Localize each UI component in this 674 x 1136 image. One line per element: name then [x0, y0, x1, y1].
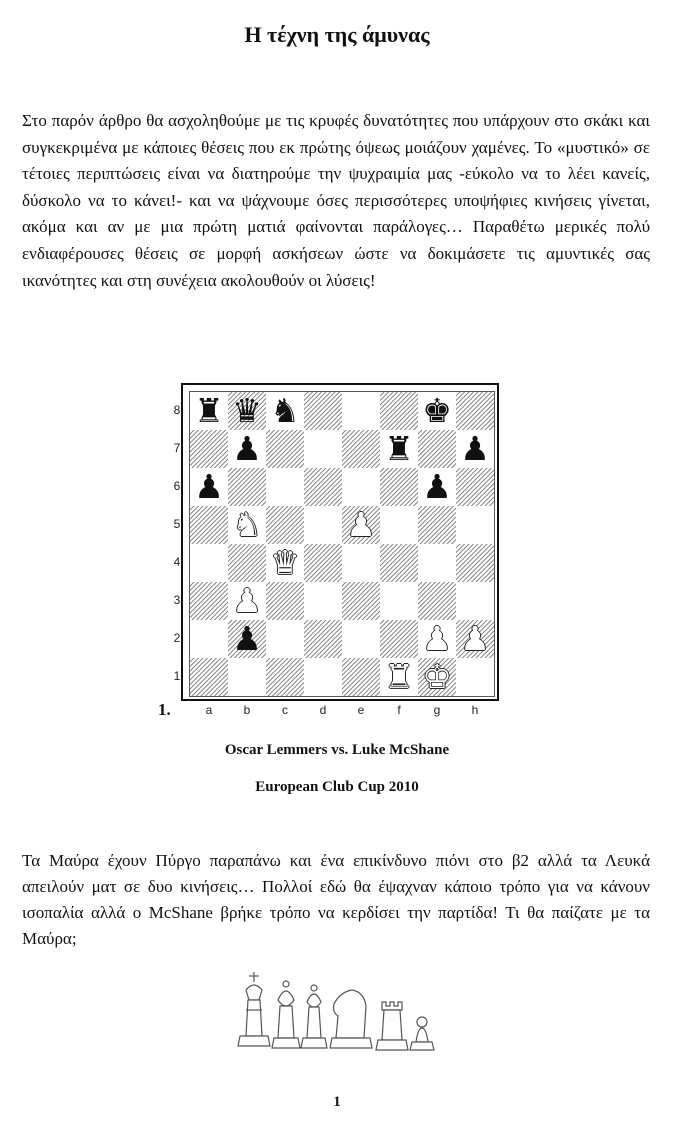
square-d7	[304, 430, 342, 468]
square-g3	[418, 582, 456, 620]
white-pawn-icon: ♟	[460, 619, 490, 658]
game-event: European Club Cup 2010	[255, 779, 419, 795]
rank-label: 2	[173, 631, 181, 645]
white-pawn-icon: ♟	[232, 581, 262, 620]
square-d6	[304, 468, 342, 506]
black-knight-icon: ♞	[270, 391, 300, 430]
white-knight-icon: ♞	[232, 505, 262, 544]
pawn-figure-icon	[410, 1017, 434, 1050]
square-e4	[342, 544, 380, 582]
square-a1	[190, 658, 228, 696]
square-a8	[190, 392, 228, 430]
square-f3	[380, 582, 418, 620]
king-figure-icon	[238, 972, 270, 1046]
rank-label: 5	[173, 517, 181, 531]
square-h6	[456, 468, 494, 506]
square-d4	[304, 544, 342, 582]
file-label: e	[357, 703, 365, 717]
square-h8	[456, 392, 494, 430]
square-c2	[266, 620, 304, 658]
square-b5	[228, 506, 266, 544]
page-number: 1	[333, 1094, 341, 1110]
diagram-number: 1.	[158, 700, 171, 719]
black-pawn-icon: ♟	[232, 429, 262, 468]
square-b8	[228, 392, 266, 430]
square-d5	[304, 506, 342, 544]
square-a5	[190, 506, 228, 544]
square-e7	[342, 430, 380, 468]
square-f1	[380, 658, 418, 696]
square-a6	[190, 468, 228, 506]
square-e3	[342, 582, 380, 620]
square-h2	[456, 620, 494, 658]
square-c3	[266, 582, 304, 620]
file-label: h	[471, 703, 479, 717]
square-b4	[228, 544, 266, 582]
square-d2	[304, 620, 342, 658]
square-a2	[190, 620, 228, 658]
rank-label: 8	[173, 403, 181, 417]
square-c6	[266, 468, 304, 506]
black-pawn-icon: ♟	[194, 467, 224, 506]
square-f7	[380, 430, 418, 468]
black-queen-icon: ♛	[232, 391, 262, 430]
square-f2	[380, 620, 418, 658]
white-king-icon: ♚	[422, 657, 452, 696]
square-f6	[380, 468, 418, 506]
square-h5	[456, 506, 494, 544]
question-paragraph: Τα Μαύρα έχουν Πύργο παραπάνω και ένα επικίνδυνο πιόνι στο β2 αλλά τα Λευκά απειλούν ματ σε δυο κινήσεις… Πολλοί εδώ θα έψαχναν κάποιο τρόπο για να κάνουν ισοπαλία αλλά ο McShane βρήκε τρόπο να κερδίσει την παρτίδα! Τι θα παίζατε με τα Μαύρα;	[22, 851, 650, 948]
square-f4	[380, 544, 418, 582]
square-a4	[190, 544, 228, 582]
square-e5	[342, 506, 380, 544]
square-g7	[418, 430, 456, 468]
square-e8	[342, 392, 380, 430]
square-a7	[190, 430, 228, 468]
bishop-figure-icon	[301, 985, 327, 1048]
file-label: b	[243, 703, 251, 717]
square-b6	[228, 468, 266, 506]
black-rook-icon: ♜	[384, 429, 414, 468]
square-e2	[342, 620, 380, 658]
square-c1	[266, 658, 304, 696]
black-pawn-icon: ♟	[460, 429, 490, 468]
intro-paragraph: Στο παρόν άρθρο θα ασχοληθούμε με τις κρυφές δυνατότητες που υπάρχουν στο σκάκι και συγκεκριμένα με κάποιες θέσεις που εκ πρώτης όψεως μοιάζουν χαμένες. Το «μυστικό» σε τέτοιες περιπτώσεις είναι να διατηρούμε την ψυχραιμία μας -εύκολο να το λέει κανείς, δύσκολο να το κάνει!- και να ψάχνουμε όσες περισσότερες υποψήφιες κινήσεις γίνεται, ακόμα και αν με μια πρώτη ματιά φαίνονται παράλογες… Παραθέτω μερικές πολύ ενδιαφέρουσες θέσεις σε μορφή ασκήσεων ώστε να δοκιμάσετε τις αμυντικές σας ικανότητες και στη συνέχεια ακολουθούν οι λύσεις!	[22, 111, 650, 290]
rank-label: 7	[173, 441, 181, 455]
black-pawn-icon: ♟	[422, 467, 452, 506]
square-b1	[228, 658, 266, 696]
chess-diagram	[181, 383, 499, 701]
white-pawn-icon: ♟	[422, 619, 452, 658]
square-b2	[228, 620, 266, 658]
square-g1	[418, 658, 456, 696]
square-h4	[456, 544, 494, 582]
rank-label: 4	[173, 555, 181, 569]
rank-label: 1	[173, 669, 181, 683]
square-g4	[418, 544, 456, 582]
square-f5	[380, 506, 418, 544]
square-g5	[418, 506, 456, 544]
chess-board	[189, 391, 495, 697]
rank-label: 3	[173, 593, 181, 607]
bishop-figure-icon	[272, 981, 300, 1048]
square-c4	[266, 544, 304, 582]
page-title: Η τέχνη της άμυνας	[244, 22, 430, 47]
square-h1	[456, 658, 494, 696]
file-label: d	[319, 703, 327, 717]
white-queen-icon: ♛	[270, 543, 300, 582]
square-c8	[266, 392, 304, 430]
white-pawn-icon: ♟	[346, 505, 376, 544]
square-g8	[418, 392, 456, 430]
square-d3	[304, 582, 342, 620]
black-pawn-icon: ♟	[232, 619, 262, 658]
square-d8	[304, 392, 342, 430]
chess-pieces-illustration	[232, 970, 442, 1054]
white-rook-icon: ♜	[384, 657, 414, 696]
file-label: g	[433, 703, 441, 717]
square-d1	[304, 658, 342, 696]
square-c5	[266, 506, 304, 544]
square-g6	[418, 468, 456, 506]
square-e6	[342, 468, 380, 506]
square-e1	[342, 658, 380, 696]
square-g2	[418, 620, 456, 658]
square-f8	[380, 392, 418, 430]
square-h7	[456, 430, 494, 468]
square-a3	[190, 582, 228, 620]
file-label: c	[282, 703, 288, 717]
square-b7	[228, 430, 266, 468]
rook-figure-icon	[376, 1002, 408, 1050]
square-b3	[228, 582, 266, 620]
square-h3	[456, 582, 494, 620]
square-c7	[266, 430, 304, 468]
black-king-icon: ♚	[422, 391, 452, 430]
file-label: f	[397, 703, 401, 717]
file-label: a	[205, 703, 213, 717]
game-players: Oscar Lemmers vs. Luke McShane	[224, 742, 450, 758]
knight-figure-icon	[330, 990, 372, 1048]
black-rook-icon: ♜	[194, 391, 224, 430]
rank-label: 6	[173, 479, 181, 493]
